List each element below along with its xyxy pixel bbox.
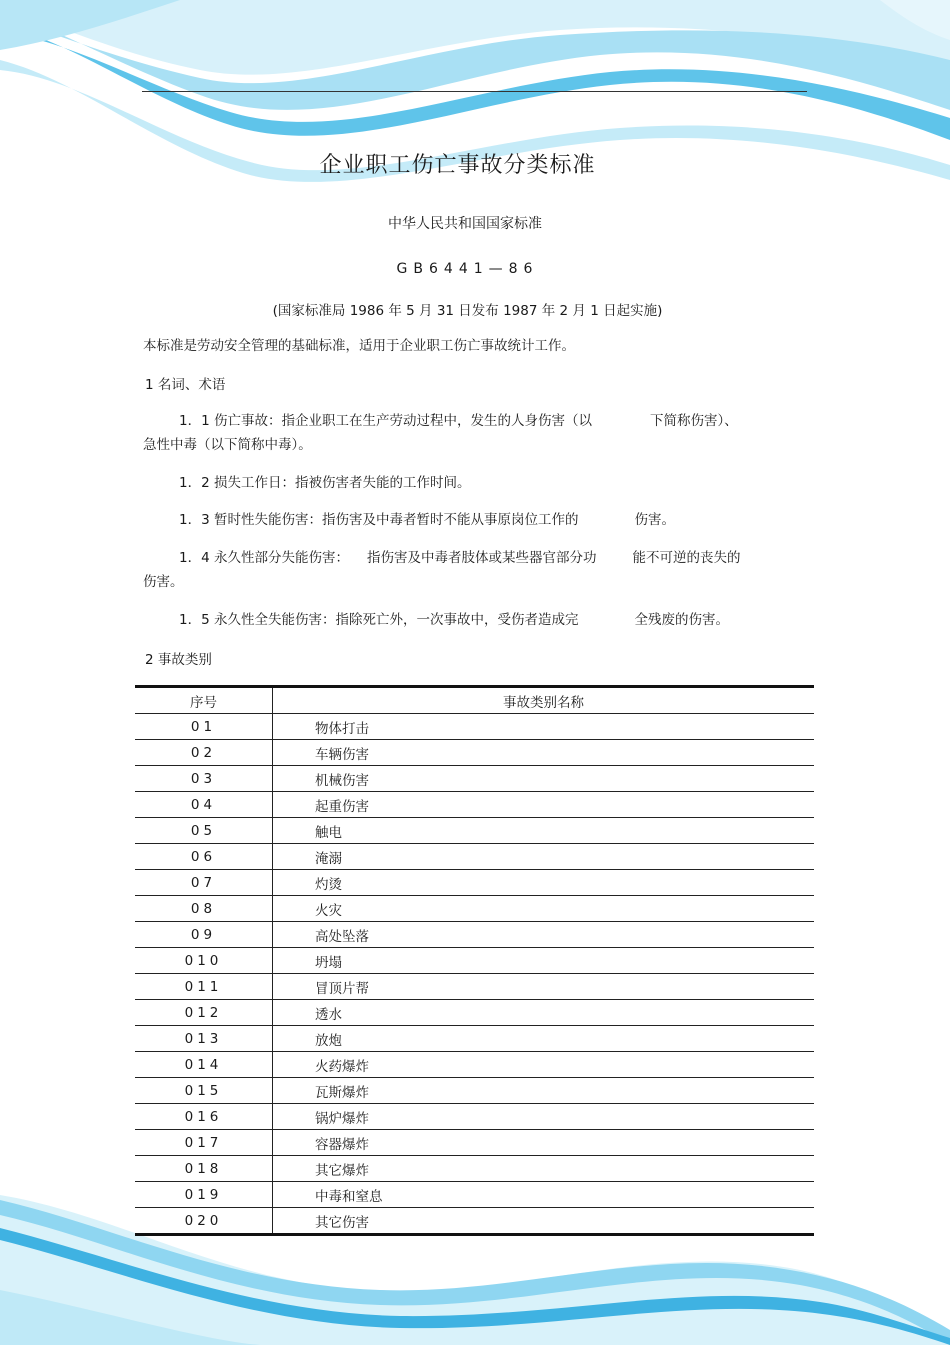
row-number: 013	[135, 1026, 273, 1052]
paragraph-1-5	[143, 608, 803, 632]
table-row	[135, 766, 814, 792]
p1-5-part-b: 全残废的伤害。	[634, 612, 729, 628]
row-category: 透水	[273, 1000, 815, 1026]
paragraph-1-1	[143, 409, 803, 457]
table-row	[135, 1078, 814, 1104]
row-category: 其它伤害	[273, 1208, 815, 1235]
row-number: 020	[135, 1208, 273, 1235]
header-rule	[142, 91, 807, 92]
row-number: 05	[135, 818, 273, 844]
row-number: 07	[135, 870, 273, 896]
row-category: 中毒和窒息	[273, 1182, 815, 1208]
row-number: 02	[135, 740, 273, 766]
p1-3-part-b: 伤害。	[634, 512, 675, 528]
p1-1-part-a: 1．1 伤亡事故：指企业职工在生产劳动过程中，发生的人身伤害（以	[179, 413, 592, 429]
table-row	[135, 974, 814, 1000]
table-row	[135, 1208, 814, 1235]
column-header-number: 序号	[135, 687, 273, 714]
row-category: 瓦斯爆炸	[273, 1078, 815, 1104]
section-1-heading: 1 名词、术语	[145, 377, 226, 393]
p1-1-part-c: 急性中毒（以下简称中毒）。	[143, 437, 312, 453]
row-category: 其它爆炸	[273, 1156, 815, 1182]
p1-4-part-c: 能不可逆的丧失的	[632, 550, 741, 566]
row-number: 010	[135, 948, 273, 974]
table-row	[135, 1182, 814, 1208]
p1-4-part-b: 指伤害及中毒者肢体或某些器官部分功	[366, 550, 597, 566]
p1-1-part-b: 下简称伤害）、	[649, 413, 738, 429]
row-category: 坍塌	[273, 948, 815, 974]
row-number: 011	[135, 974, 273, 1000]
row-number: 015	[135, 1078, 273, 1104]
section-2-heading: 2 事故类别	[145, 652, 212, 668]
row-number: 017	[135, 1130, 273, 1156]
row-category: 机械伤害	[273, 766, 815, 792]
table-row	[135, 1000, 814, 1026]
p1-5-part-a: 1．5 永久性全失能伤害：指除死亡外，一次事故中，受伤者造成完	[179, 612, 579, 628]
row-category: 起重伤害	[273, 792, 815, 818]
row-number: 019	[135, 1182, 273, 1208]
row-category: 放炮	[273, 1026, 815, 1052]
row-number: 014	[135, 1052, 273, 1078]
p1-4-part-a: 1．4 永久性部分失能伤害：	[179, 550, 349, 566]
row-number: 06	[135, 844, 273, 870]
row-category: 高处坠落	[273, 922, 815, 948]
table-row	[135, 714, 814, 740]
row-number: 03	[135, 766, 273, 792]
row-number: 018	[135, 1156, 273, 1182]
table-row	[135, 740, 814, 766]
table-row	[135, 948, 814, 974]
p1-4-part-d: 伤害。	[143, 574, 184, 590]
paragraph-1-3	[143, 508, 803, 532]
row-category: 锅炉爆炸	[273, 1104, 815, 1130]
accident-category-table	[135, 685, 814, 1236]
table-row	[135, 1026, 814, 1052]
table-row	[135, 844, 814, 870]
issue-info: (国家标准局 1986 年 5 月 31 日发布 1987 年 2 月 1 日起实施)	[272, 303, 663, 319]
row-number: 016	[135, 1104, 273, 1130]
row-number: 08	[135, 896, 273, 922]
row-category: 车辆伤害	[273, 740, 815, 766]
table-row	[135, 896, 814, 922]
row-category: 物体打击	[273, 714, 815, 740]
row-category: 灼烫	[273, 870, 815, 896]
row-category: 火灾	[273, 896, 815, 922]
row-number: 09	[135, 922, 273, 948]
table-row	[135, 922, 814, 948]
row-category: 冒顶片帮	[273, 974, 815, 1000]
p1-3-part-a: 1．3 暂时性失能伤害：指伤害及中毒者暂时不能从事原岗位工作的	[179, 512, 579, 528]
row-category: 淹溺	[273, 844, 815, 870]
row-category: 容器爆炸	[273, 1130, 815, 1156]
table-row	[135, 1052, 814, 1078]
table-header-row	[135, 687, 814, 714]
p1-2-text: 1．2 损失工作日：指被伤害者失能的工作时间。	[179, 475, 471, 491]
column-header-category: 事故类别名称	[273, 687, 815, 714]
table-row	[135, 818, 814, 844]
document-subtitle: 中华人民共和国国家标准	[388, 216, 542, 232]
row-category: 火药爆炸	[273, 1052, 815, 1078]
document-title: 企业职工伤亡事故分类标准	[319, 153, 596, 178]
paragraph-1-2	[143, 471, 803, 495]
table-row	[135, 1104, 814, 1130]
table-row	[135, 792, 814, 818]
row-number: 01	[135, 714, 273, 740]
intro-paragraph: 本标准是劳动安全管理的基础标准，适用于企业职工伤亡事故统计工作。	[143, 338, 575, 354]
table-row	[135, 870, 814, 896]
table-row	[135, 1130, 814, 1156]
standard-code: GB6441—86	[396, 261, 539, 277]
table-row	[135, 1156, 814, 1182]
row-category: 触电	[273, 818, 815, 844]
row-number: 04	[135, 792, 273, 818]
paragraph-1-4	[143, 546, 803, 594]
row-number: 012	[135, 1000, 273, 1026]
